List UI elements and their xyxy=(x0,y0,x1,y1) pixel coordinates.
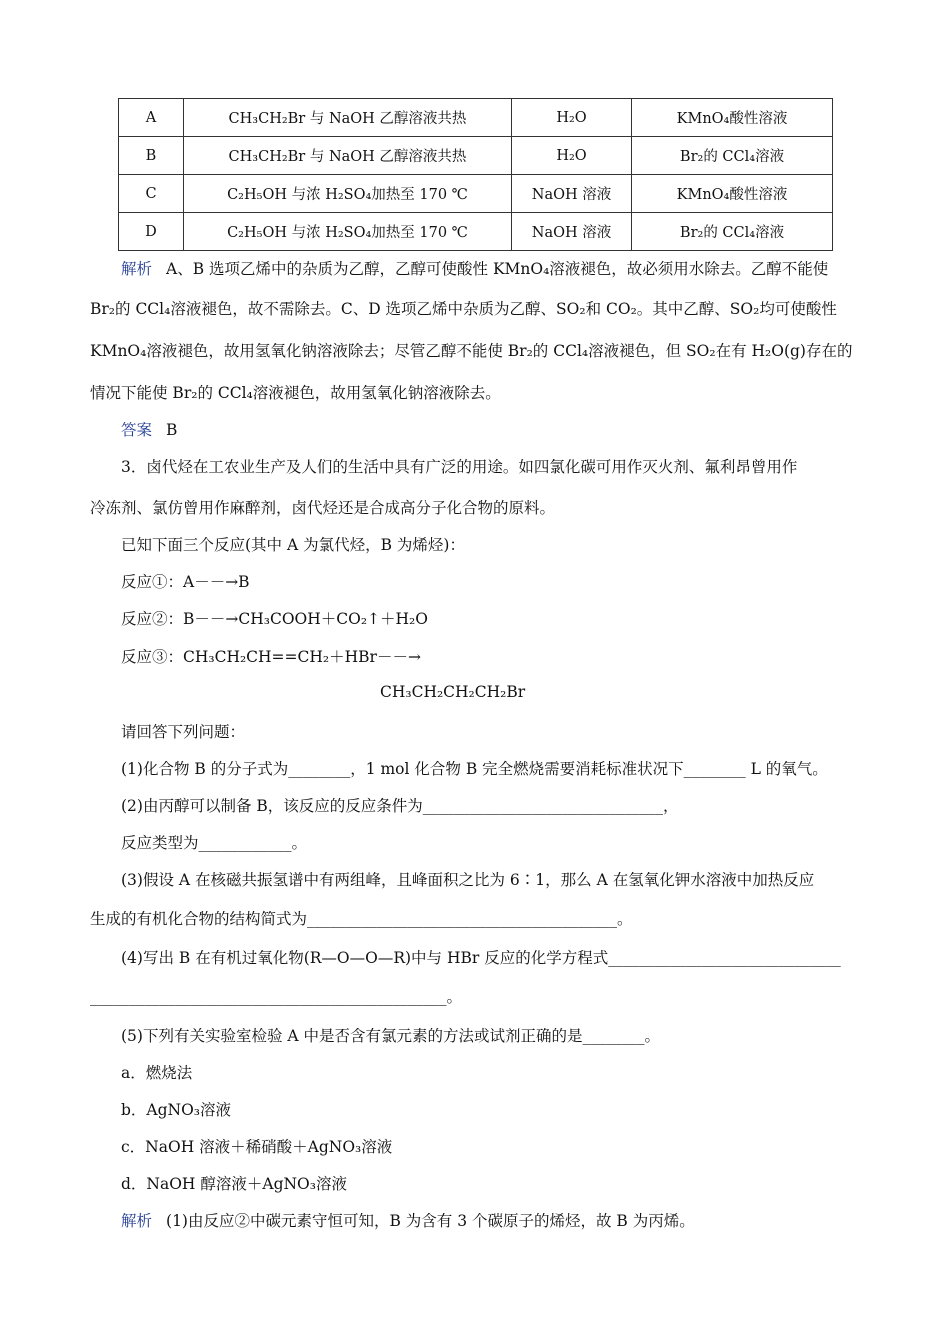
option-d: d．NaOH 醇溶液＋AgNO₃溶液 xyxy=(121,1175,347,1193)
reaction-2: 反应②：B－－→CH₃COOH＋CO₂↑＋H₂O xyxy=(121,610,428,628)
method-cell: CH₃CH₂Br 与 NaOH 乙醇溶液共热 xyxy=(184,137,512,175)
answer-label: 答案 xyxy=(121,421,153,439)
reagent1-cell: H₂O xyxy=(512,137,632,175)
sub-question-1: (1)化合物 B 的分子式为________，1 mol 化合物 B 完全燃烧需要消耗标准状况下________ L 的氧气。 xyxy=(121,760,828,778)
sub-question-2: (2)由丙醇可以制备 B，该反应的反应条件为_______________________________， xyxy=(121,797,679,815)
reagent2-cell: KMnO₄酸性溶液 xyxy=(632,175,833,213)
sub-question-4-cont: ______________________________________________。 xyxy=(90,988,463,1006)
option-cell: A xyxy=(119,99,184,137)
table-row xyxy=(119,213,833,251)
table-row xyxy=(119,137,833,175)
sub-question-2-cont: 反应类型为____________。 xyxy=(121,834,308,852)
analysis-line: KMnO₄溶液褪色，故用氢氧化钠溶液除去；尽管乙醇不能使 Br₂的 CCl₄溶液褪色，但 SO₂在有 H₂O(g)存在的 xyxy=(90,342,853,360)
sub-question-4: (4)写出 B 在有机过氧化物(R—O—O—R)中与 HBr 反应的化学方程式______________________________ xyxy=(121,949,841,967)
analysis-line: Br₂的 CCl₄溶液褪色，故不需除去。C、D 选项乙烯中杂质为乙醇、SO₂和 CO₂。其中乙醇、SO₂均可使酸性 xyxy=(90,300,837,318)
method-cell: CH₃CH₂Br 与 NaOH 乙醇溶液共热 xyxy=(184,99,512,137)
sub-question-3-cont: 生成的有机化合物的结构简式为________________________________________。 xyxy=(90,910,633,928)
method-cell: C₂H₅OH 与浓 H₂SO₄加热至 170 ℃ xyxy=(184,175,512,213)
option-cell: C xyxy=(119,175,184,213)
reagent2-cell: Br₂的 CCl₄溶液 xyxy=(632,213,833,251)
analysis-line xyxy=(121,257,828,279)
analysis-label: 解析 xyxy=(121,260,153,278)
sub-question-3: (3)假设 A 在核磁共振氢谱中有两组峰，且峰面积之比为 6∶1，那么 A 在氢氧化钾水溶液中加热反应 xyxy=(121,871,815,889)
options-table xyxy=(118,98,833,251)
reagent2-cell: KMnO₄酸性溶液 xyxy=(632,99,833,137)
option-cell: B xyxy=(119,137,184,175)
sub-question-5: (5)下列有关实验室检验 A 中是否含有氯元素的方法或试剂正确的是________。 xyxy=(121,1027,661,1045)
reaction-3: 反应③：CH₃CH₂CH==CH₂＋HBr－－→ xyxy=(121,648,421,666)
answer-value: B xyxy=(166,421,178,439)
question-line: 请回答下列问题： xyxy=(121,723,246,741)
analysis-label: 解析 xyxy=(121,1212,153,1230)
analysis-line xyxy=(121,1209,695,1231)
reaction-1: 反应①：A－－→B xyxy=(121,573,250,591)
option-cell: D xyxy=(119,213,184,251)
reagent1-cell: NaOH 溶液 xyxy=(512,213,632,251)
reagent1-cell: H₂O xyxy=(512,99,632,137)
reaction-3-product: CH₃CH₂CH₂CH₂Br xyxy=(380,683,526,701)
reagent2-cell: Br₂的 CCl₄溶液 xyxy=(632,137,833,175)
table-row xyxy=(119,99,833,137)
answer-line xyxy=(121,418,177,440)
question-line: 已知下面三个反应(其中 A 为氯代烃，B 为烯烃)： xyxy=(121,536,465,554)
option-a: a．燃烧法 xyxy=(121,1064,193,1082)
question-line: 冷冻剂、氯仿曾用作麻醉剂，卤代烃还是合成高分子化合物的原料。 xyxy=(90,499,556,517)
question-line: 3．卤代烃在工农业生产及人们的生活中具有广泛的用途。如四氯化碳可用作灭火剂、氟利昂曾用作 xyxy=(121,458,798,476)
analysis-text: (1)由反应②中碳元素守恒可知，B 为含有 3 个碳原子的烯烃，故 B 为丙烯。 xyxy=(166,1212,695,1230)
table-row xyxy=(119,175,833,213)
analysis-line: 情况下能使 Br₂的 CCl₄溶液褪色，故用氢氧化钠溶液除去。 xyxy=(90,384,501,402)
analysis-text: A、B 选项乙烯中的杂质为乙醇，乙醇可使酸性 KMnO₄溶液褪色，故必须用水除去。乙醇不能使 xyxy=(166,260,829,278)
option-b: b．AgNO₃溶液 xyxy=(121,1101,232,1119)
reagent1-cell: NaOH 溶液 xyxy=(512,175,632,213)
method-cell: C₂H₅OH 与浓 H₂SO₄加热至 170 ℃ xyxy=(184,213,512,251)
option-c: c．NaOH 溶液＋稀硝酸＋AgNO₃溶液 xyxy=(121,1138,393,1156)
